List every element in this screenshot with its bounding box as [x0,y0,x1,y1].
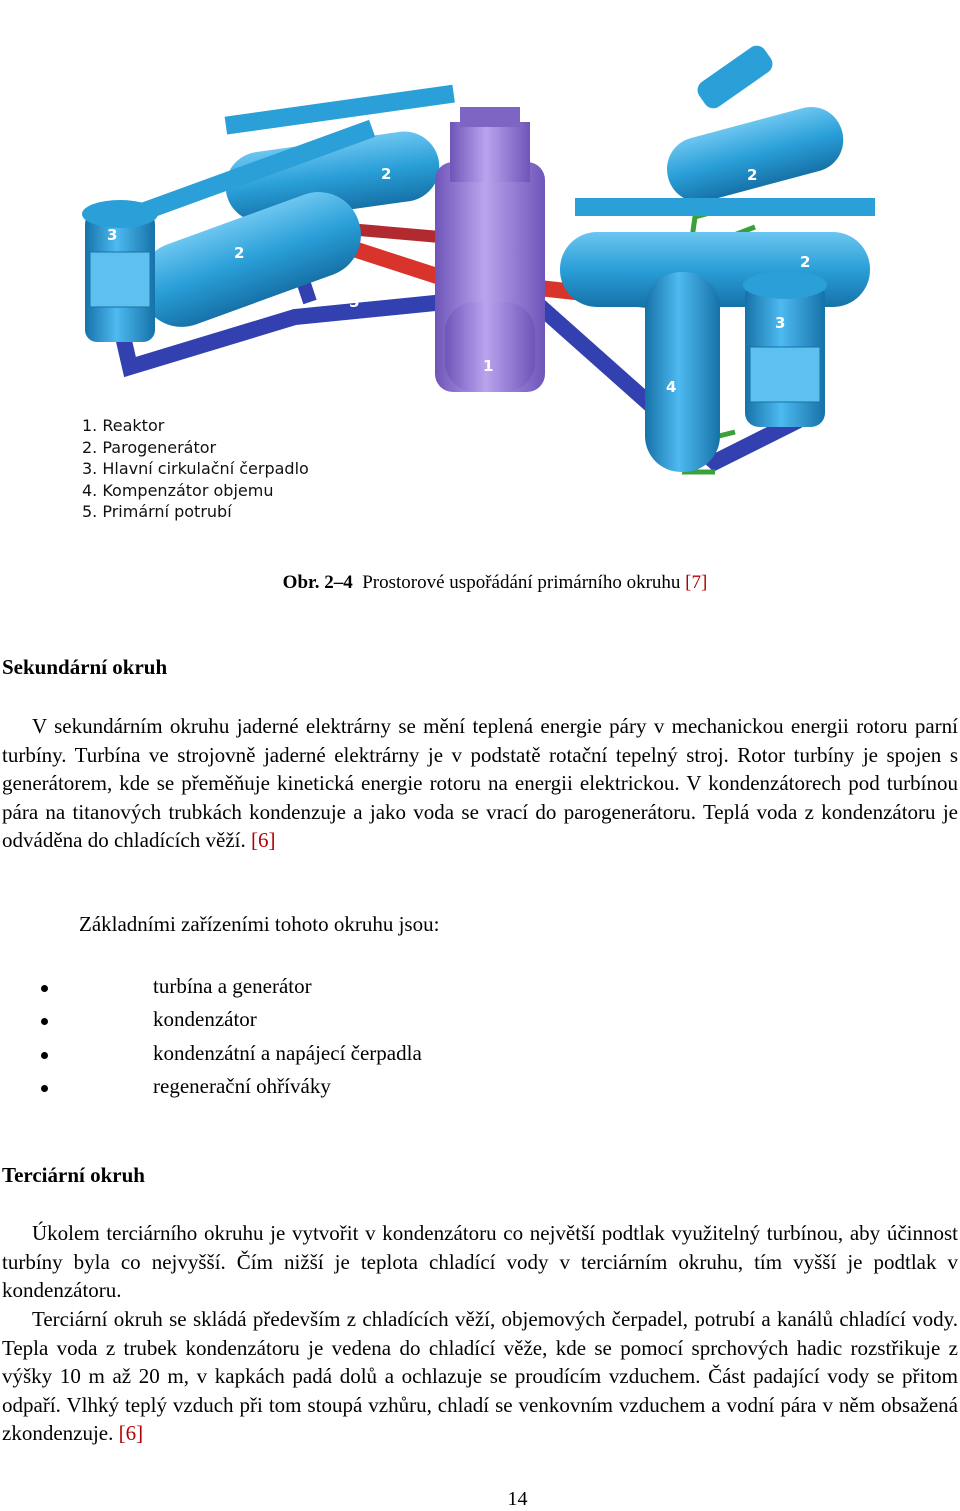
list-item: kondenzátní a napájecí čerpadla [0,1037,422,1070]
paragraph-secondary-reference[interactable]: [6] [250,828,276,852]
label-4: 4 [666,378,677,396]
label-2-right-lower: 2 [800,253,811,271]
main-pump-left [82,200,158,342]
list-item: regenerační ohříváky [0,1070,422,1103]
page-number: 14 [507,1488,528,1510]
bullet-icon [41,1018,48,1025]
label-2-left-lower: 2 [234,244,245,262]
legend-item-1: 1. Reaktor [82,416,165,435]
list-item: kondenzátor [0,1003,422,1036]
figure-caption [0,572,960,594]
section-heading-tertiary: Terciární okruh [2,1163,145,1187]
caption-reference[interactable]: [7] [685,572,708,593]
legend-item-5: 5. Primární potrubí [82,502,232,521]
label-2-right-upper: 2 [747,166,758,184]
figure-legend [82,416,309,521]
steam-generator-right-lower [560,198,875,307]
label-3-right: 3 [775,314,786,332]
legend-item-4: 4. Kompenzátor objemu [82,481,274,500]
bullet-icon [41,985,48,992]
main-pump-right [743,271,827,427]
bullet-icon [41,1052,48,1059]
label-3-left: 3 [107,226,118,244]
legend-item-3: 3. Hlavní cirkulační čerpadlo [82,459,309,478]
caption-text: Prostorové uspořádání primárního okruhu [362,572,681,593]
section-heading-secondary: Sekundární okruh [2,655,168,679]
steam-generator-right-upper [660,42,851,209]
primary-circuit-illustration [55,2,905,542]
paragraph-secondary-text: V sekundárním okruhu jaderné elektrárny se mění teplená energie páry v mechanickou energii rotoru parní turbíny. Turbína ve strojovně jaderné elektrárny je v podstatě rotační tepelný stroj. Rotor turbíny je spojen s generátorem, kde se přeměňuje kinetická energie rotoru na energii elektrickou. V kondenzátorech pod turbínou pára na titanových trubkách kondenzuje a jako voda se vrací do parogenerátoru. Teplá voda z kondenzátoru je odváděna do chladících věží. [2,714,958,852]
label-5: 5 [349,293,360,311]
equipment-intro: Základními zařízeními tohoto okruhu jsou: [79,912,440,936]
pressure-compensator [645,272,720,472]
paragraph-tertiary-1: Úkolem terciárního okruhu je vytvořit v kondenzátoru co největší podtlak využitelný turbínou, aby účinnost turbíny byla co nejvyšší. Čím nižší je teplota chladící vody v terciárním okruhu, tím vyšší je podtlak v kondenzátoru. [2,1221,958,1302]
paragraph-tertiary-reference[interactable]: [6] [118,1421,144,1445]
caption-label: Obr. 2–4 [282,572,353,593]
bullet-icon [41,1085,48,1092]
reactor-vessel [435,107,545,392]
label-2-left-upper: 2 [381,165,392,183]
legend-item-2: 2. Parogenerátor [82,438,217,457]
list-item: turbína a generátor [0,970,422,1003]
paragraph-secondary [2,712,958,855]
label-1: 1 [483,357,494,375]
primary-circuit-figure [55,2,905,542]
equipment-list [0,970,422,1103]
paragraph-tertiary-2: Terciární okruh se skládá především z chladících věží, objemových čerpadel, potrubí a kanálů chladící vody. Tepla voda z trubek kondenzátoru je vedena do chladící věže, kde se pomocí sprchových hadic rozstřikuje z výšky 10 m až 20 m, v kapkách padá dolů a ochlazuje se proudícím vzduchem. Část padající vody se přitom odpaří. Vlhký teplý vzduch při tom stoupá vzhůru, chladí se venkovním vzduchem a vodní pára v něm obsažená zkondenzuje. [6] [2,1307,958,1445]
